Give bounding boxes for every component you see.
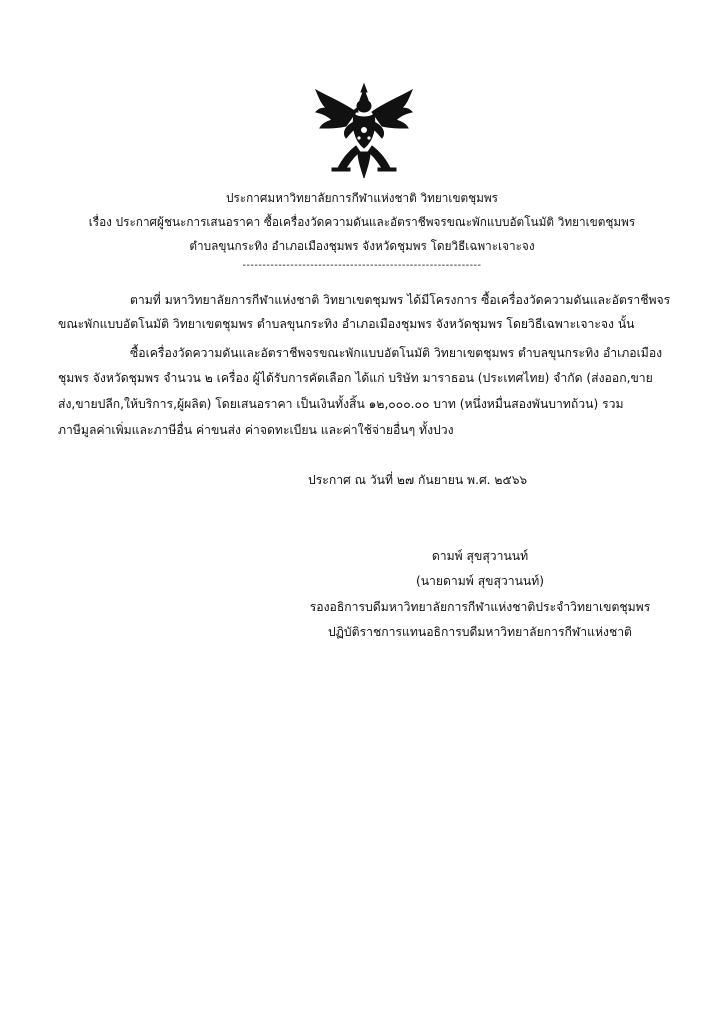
signatory-position-line-2: ปฏิบัติราชการแทนอธิการบดีมหาวิทยาลัยการกีฬาแห่งชาติ (328, 625, 632, 639)
signed-name: ดามพ์ สุขสุวานนท์ (431, 549, 529, 563)
paragraph-1-line-2: ขณะพักแบบอัตโนมัติ วิทยาเขตชุมพร ตำบลขุนกระทิง อำเภอเมืองชุมพร จังหวัดชุมพร โดยวิธีเฉพาะเจาะจง นั้น (58, 317, 635, 331)
garuda-emblem-icon (312, 82, 416, 182)
paragraph-1-line-1: ตามที่ มหาวิทยาลัยการกีฬาแห่งชาติ วิทยาเขตชุมพร ได้มีโครงการ ซื้อเครื่องวัดความดันและอัตราชีพจร (130, 293, 671, 307)
signatory-position-line-1: รองอธิการบดีมหาวิทยาลัยการกีฬาแห่งชาติประจำวิทยาเขตชุมพร (309, 600, 651, 614)
signatory-full-name: (นายดามพ์ สุขสุวานนท์) (415, 574, 545, 588)
subject-line-1: เรื่อง ประกาศผู้ชนะการเสนอราคา ซื้อเครื่องวัดความดันและอัตราชีพจรขณะพักแบบอัตโนมัติ วิทยาเขตชุมพร (88, 215, 636, 229)
paragraph-2-line-1: ซื้อเครื่องวัดความดันและอัตราชีพจรขณะพักแบบอัตโนมัติ วิทยาเขตชุมพร ตำบลขุนกระทิง อำเภอเมือง (130, 346, 663, 360)
paragraph-2-line-3: ส่ง,ขายปลีก,ให้บริการ,ผู้ผลิต) โดยเสนอราคา เป็นเงินทั้งสิ้น ๑๒,๐๐๐.๐๐ บาท (หนึ่งหมื่นสองพันบาทถ้วน) รวม (58, 397, 624, 411)
subject-line-2: ตำบลขุนกระทิง อำเภอเมืองชุมพร จังหวัดชุมพร โดยวิธีเฉพาะเจาะจง (189, 239, 535, 253)
paragraph-2-line-2: ชุมพร จังหวัดชุมพร จำนวน ๒ เครื่อง ผู้ได้รับการคัดเลือก ได้แก่ บริษัท มาราธอน (ประเทศไทย) จำกัด (ส่งออก,ขาย (58, 371, 653, 385)
announcement-date: ประกาศ ณ วันที่ ๒๗ กันยายน พ.ศ. ๒๕๖๖ (308, 473, 528, 487)
paragraph-2-line-4: ภาษีมูลค่าเพิ่มและภาษีอื่น ค่าขนส่ง ค่าจดทะเบียน และค่าใช้จ่ายอื่นๆ ทั้งปวง (58, 423, 454, 437)
separator-line: ------------------------------------------------------------ (242, 260, 482, 271)
announcement-title: ประกาศมหาวิทยาลัยการกีฬาแห่งชาติ วิทยาเขตชุมพร (225, 191, 499, 205)
